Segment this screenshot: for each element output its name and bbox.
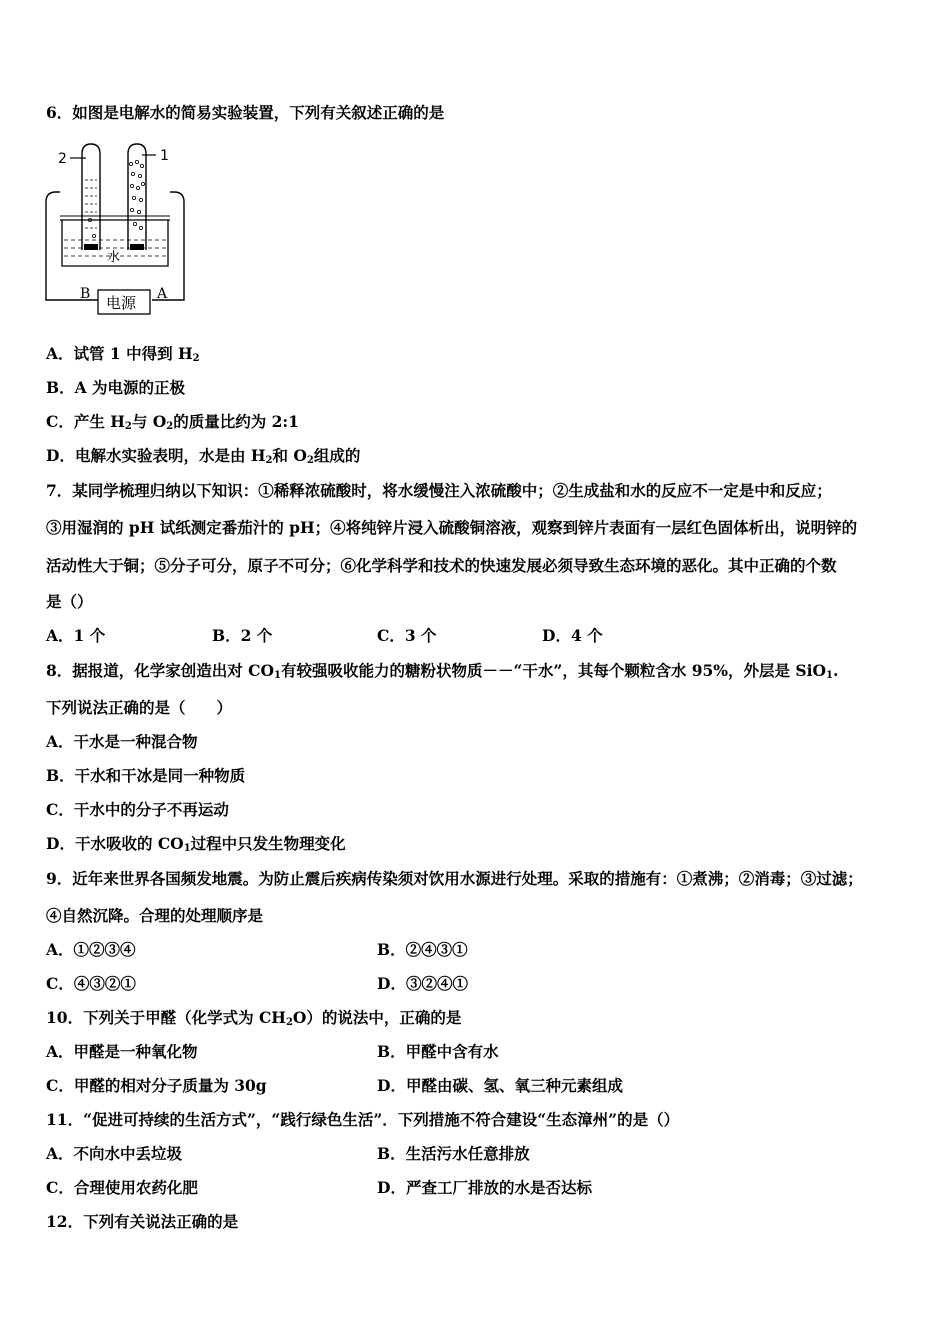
terminal-a-label: A xyxy=(157,286,168,302)
q8-line-1: 8．据报道，化学家创造出对 $CO_1$有较强吸收能力的糖粉状物质－－“干水”，其每个颗粒含水 95%，外层是 SiO$_1$. xyxy=(46,661,839,681)
q7-line-1: 7．某同学梳理归纳以下知识：①稀释浓硫酸时，将水缓慢注入浓硫酸中；②生成盐和水的反应不一定是中和反应； xyxy=(46,481,832,500)
q9-line-2: ④自然沉降。合理的处理顺序是 xyxy=(46,906,264,925)
q9-option-d: D．③②④① xyxy=(377,974,468,993)
q12-stem: 12．下列有关说法正确的是 xyxy=(46,1212,239,1231)
q10-option-a: A．甲醛是一种氧化物 xyxy=(46,1042,198,1061)
q6-option-b: B．A 为电源的正极 xyxy=(46,378,186,397)
q9-option-b: B．②④③① xyxy=(377,940,468,959)
q8-option-d: D．干水吸收的 $CO_1$过程中只发生物理变化 xyxy=(46,834,346,854)
q10-option-b: B．甲醛中含有水 xyxy=(377,1042,499,1061)
q10-option-c: C．甲醛的相对分子质量为 30g xyxy=(46,1076,267,1095)
q6-option-a: A．试管 1 中得到 $H_2$ xyxy=(46,344,200,364)
q8-line-2: 下列说法正确的是（ ） xyxy=(46,698,233,717)
q7-option-b: B．2 个 xyxy=(212,626,273,645)
q10-option-d: D．甲醛由碳、氢、氧三种元素组成 xyxy=(377,1076,623,1095)
q8-option-a: A．干水是一种混合物 xyxy=(46,732,198,751)
q7-option-c: C．3 个 xyxy=(377,626,437,645)
q7-line-4: 是（） xyxy=(46,592,93,611)
q7-line-2: ③用湿润的 pH 试纸测定番茄汁的 pH；④将纯锌片浸入硫酸铜溶液，观察到锌片表面有一层红色固体析出，说明锌的 xyxy=(46,518,858,537)
terminal-b-label: B xyxy=(80,286,91,302)
tube-2-label: 2 xyxy=(58,151,67,167)
electrolysis-apparatus-figure xyxy=(40,140,190,320)
q9-line-1: 9．近年来世界各国频发地震。为防止震后疾病传染须对饮用水源进行处理。采取的措施有：①煮沸；②消毒；③过滤； xyxy=(46,869,863,888)
q8-option-b: B．干水和干冰是同一种物质 xyxy=(46,766,246,785)
q8-option-c: C．干水中的分子不再运动 xyxy=(46,800,229,819)
q11-option-a: A．不向水中丢垃圾 xyxy=(46,1144,183,1163)
q6-stem: 6．如图是电解水的简易实验装置，下列有关叙述正确的是 xyxy=(46,103,445,122)
q6-option-c: C．产生 $H_2$与 $O_2$的质量比约为 2:1 xyxy=(46,412,299,432)
q6-option-d: D．电解水实验表明，水是由 $H_2$和 $O_2$组成的 xyxy=(46,446,361,466)
q7-option-d: D．4 个 xyxy=(542,626,603,645)
q9-option-c: C．④③②① xyxy=(46,974,136,993)
q7-line-3: 活动性大于铜；⑤分子可分，原子不可分；⑥化学科学和技术的快速发展必须导致生态环境的恶化。其中正确的个数 xyxy=(46,556,837,575)
q11-stem: 11．“促进可持续的生活方式”，“践行绿色生活”．下列措施不符合建设“生态漳州”的是（） xyxy=(46,1110,680,1129)
q11-option-b: B．生活污水任意排放 xyxy=(377,1144,530,1163)
q11-option-c: C．合理使用农药化肥 xyxy=(46,1178,198,1197)
q7-option-a: A．1 个 xyxy=(46,626,106,645)
q10-stem: 10．下列关于甲醛（化学式为 $CH_2O$）的说法中，正确的是 xyxy=(46,1008,462,1028)
power-source-label: 电源 xyxy=(106,294,137,312)
q11-option-d: D．严查工厂排放的水是否达标 xyxy=(377,1178,592,1197)
water-label: 水 xyxy=(107,250,121,265)
tube-1-label: 1 xyxy=(160,148,169,164)
q9-option-a: A．①②③④ xyxy=(46,940,136,959)
